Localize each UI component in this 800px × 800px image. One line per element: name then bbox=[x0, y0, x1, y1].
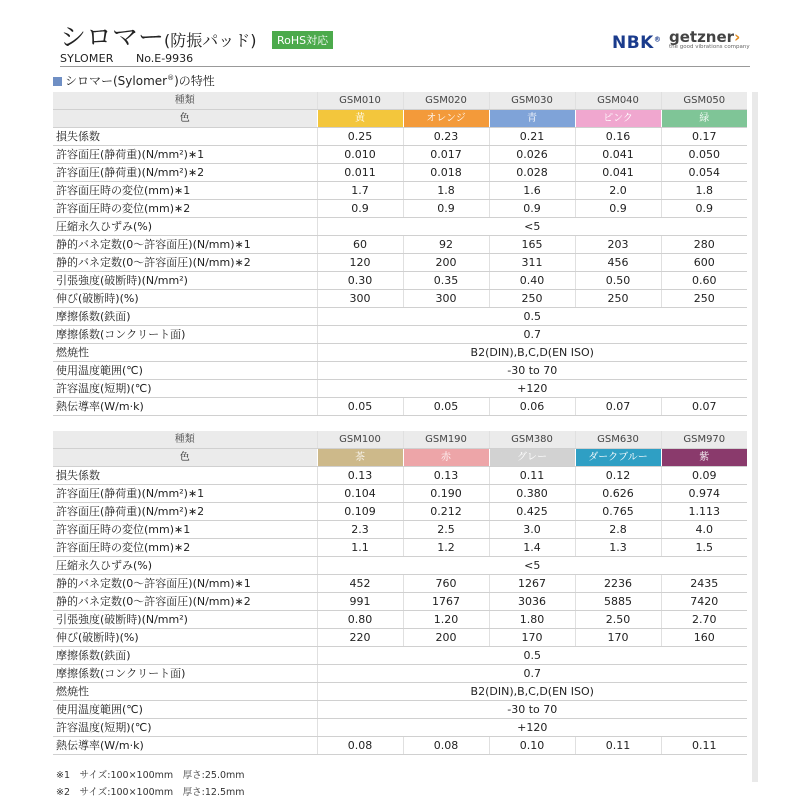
row-label-cell: 摩擦係数(コンクリート面) bbox=[53, 326, 317, 344]
color-swatch-cell: ダークブルー bbox=[575, 449, 661, 467]
row-label-cell: 圧縮永久ひずみ(%) bbox=[53, 218, 317, 236]
value-cell: 452 bbox=[317, 575, 403, 593]
header-divider bbox=[60, 66, 750, 67]
value-cell: 0.017 bbox=[403, 146, 489, 164]
table-row bbox=[53, 308, 747, 326]
value-cell: 1.5 bbox=[661, 539, 747, 557]
table-row bbox=[53, 218, 747, 236]
merged-value-cell: B2(DIN),B,C,D(EN ISO) bbox=[317, 344, 747, 362]
nbk-logo-text: NBK bbox=[612, 33, 654, 53]
table-row bbox=[53, 503, 747, 521]
value-cell: 0.13 bbox=[403, 467, 489, 485]
value-cell: 92 bbox=[403, 236, 489, 254]
table-row bbox=[53, 485, 747, 503]
table-row bbox=[53, 380, 747, 398]
value-cell: 0.06 bbox=[489, 398, 575, 416]
row-label-cell: 摩擦係数(鉄面) bbox=[53, 308, 317, 326]
value-cell: 0.765 bbox=[575, 503, 661, 521]
value-cell: 0.50 bbox=[575, 272, 661, 290]
value-cell: 1.80 bbox=[489, 611, 575, 629]
value-cell: 456 bbox=[575, 254, 661, 272]
value-cell: 2435 bbox=[661, 575, 747, 593]
row-label-cell: 燃焼性 bbox=[53, 344, 317, 362]
title-main: シロマー bbox=[60, 23, 165, 53]
value-cell: 0.011 bbox=[317, 164, 403, 182]
value-cell: 0.05 bbox=[317, 398, 403, 416]
table-row bbox=[53, 557, 747, 575]
merged-value-cell: -30 to 70 bbox=[317, 701, 747, 719]
value-cell: 300 bbox=[317, 290, 403, 308]
value-cell: 760 bbox=[403, 575, 489, 593]
row-label-cell: 許容面圧時の変位(mm)∗2 bbox=[53, 200, 317, 218]
row-label-cell: 静的バネ定数(0〜許容面圧)(N/mm)∗2 bbox=[53, 254, 317, 272]
value-cell: 1.6 bbox=[489, 182, 575, 200]
value-cell: 160 bbox=[661, 629, 747, 647]
value-cell: 0.17 bbox=[661, 128, 747, 146]
value-cell: 0.9 bbox=[317, 200, 403, 218]
header-label-cell: 種類 bbox=[53, 92, 317, 110]
value-cell: 0.026 bbox=[489, 146, 575, 164]
value-cell: 1.4 bbox=[489, 539, 575, 557]
value-cell: 1.8 bbox=[661, 182, 747, 200]
value-cell: 0.212 bbox=[403, 503, 489, 521]
value-cell: 0.050 bbox=[661, 146, 747, 164]
color-swatch-cell: 青 bbox=[489, 110, 575, 128]
table-row bbox=[53, 200, 747, 218]
color-swatch-cell: 赤 bbox=[403, 449, 489, 467]
getzner-logo: getzner› bbox=[669, 28, 741, 46]
value-cell: 0.08 bbox=[403, 737, 489, 755]
value-cell: 0.80 bbox=[317, 611, 403, 629]
value-cell: 170 bbox=[489, 629, 575, 647]
value-cell: 0.09 bbox=[661, 467, 747, 485]
row-label-cell: 伸び(破断時)(%) bbox=[53, 290, 317, 308]
value-cell: 0.9 bbox=[575, 200, 661, 218]
color-swatch-cell: 黄 bbox=[317, 110, 403, 128]
value-cell: 1.20 bbox=[403, 611, 489, 629]
merged-value-cell: +120 bbox=[317, 380, 747, 398]
rohs-badge: RoHS対応 bbox=[272, 31, 333, 49]
value-cell: 250 bbox=[489, 290, 575, 308]
table-row bbox=[53, 344, 747, 362]
value-cell: 280 bbox=[661, 236, 747, 254]
value-cell: 120 bbox=[317, 254, 403, 272]
table-row bbox=[53, 647, 747, 665]
value-cell: 0.08 bbox=[317, 737, 403, 755]
row-label-cell: 許容面圧時の変位(mm)∗1 bbox=[53, 182, 317, 200]
value-cell: 2.70 bbox=[661, 611, 747, 629]
color-swatch-cell: ピンク bbox=[575, 110, 661, 128]
value-cell: 1.113 bbox=[661, 503, 747, 521]
table-row bbox=[53, 701, 747, 719]
row-label-cell: 熱伝導率(W/m·k) bbox=[53, 398, 317, 416]
table-row bbox=[53, 254, 747, 272]
value-cell: 0.11 bbox=[575, 737, 661, 755]
table-row bbox=[53, 236, 747, 254]
value-cell: 4.0 bbox=[661, 521, 747, 539]
product-name-en: SYLOMER bbox=[60, 52, 114, 65]
getzner-logo-text: getzner bbox=[669, 28, 735, 46]
table-row bbox=[53, 182, 747, 200]
value-cell: 0.041 bbox=[575, 164, 661, 182]
value-cell: 2.0 bbox=[575, 182, 661, 200]
table-row bbox=[53, 164, 747, 182]
section-title-text: シロマー(Sylomer bbox=[65, 74, 168, 88]
value-cell: 250 bbox=[575, 290, 661, 308]
color-swatch-cell: グレー bbox=[489, 449, 575, 467]
table-row bbox=[53, 593, 747, 611]
registered-mark: ® bbox=[167, 74, 175, 82]
table-row bbox=[53, 665, 747, 683]
row-label-cell: 静的バネ定数(0〜許容面圧)(N/mm)∗2 bbox=[53, 593, 317, 611]
value-cell: 165 bbox=[489, 236, 575, 254]
row-label-cell: 許容面圧時の変位(mm)∗2 bbox=[53, 539, 317, 557]
value-cell: 2.8 bbox=[575, 521, 661, 539]
color-swatch-cell: オレンジ bbox=[403, 110, 489, 128]
merged-value-cell: 0.7 bbox=[317, 326, 747, 344]
value-cell: 311 bbox=[489, 254, 575, 272]
model-header-cell: GSM030 bbox=[489, 92, 575, 110]
row-label-cell: 静的バネ定数(0〜許容面圧)(N/mm)∗1 bbox=[53, 236, 317, 254]
row-label-cell: 許容面圧(静荷重)(N/mm²)∗2 bbox=[53, 503, 317, 521]
merged-value-cell: <5 bbox=[317, 218, 747, 236]
row-label-cell: 摩擦係数(コンクリート面) bbox=[53, 665, 317, 683]
value-cell: 0.35 bbox=[403, 272, 489, 290]
row-label-cell: 引張強度(破断時)(N/mm²) bbox=[53, 272, 317, 290]
value-cell: 0.21 bbox=[489, 128, 575, 146]
value-cell: 0.40 bbox=[489, 272, 575, 290]
value-cell: 0.018 bbox=[403, 164, 489, 182]
table-row bbox=[53, 398, 747, 416]
value-cell: 0.974 bbox=[661, 485, 747, 503]
table-color-row bbox=[53, 449, 747, 467]
value-cell: 0.9 bbox=[403, 200, 489, 218]
value-cell: 0.25 bbox=[317, 128, 403, 146]
row-label-cell: 熱伝導率(W/m·k) bbox=[53, 737, 317, 755]
row-label-cell: 摩擦係数(鉄面) bbox=[53, 647, 317, 665]
value-cell: 0.9 bbox=[661, 200, 747, 218]
model-header-cell: GSM190 bbox=[403, 431, 489, 449]
row-label-cell: 損失係数 bbox=[53, 128, 317, 146]
table-row bbox=[53, 629, 747, 647]
value-cell: 0.05 bbox=[403, 398, 489, 416]
table-header-row bbox=[53, 92, 747, 110]
row-label-cell: 許容面圧(静荷重)(N/mm²)∗2 bbox=[53, 164, 317, 182]
value-cell: 2.5 bbox=[403, 521, 489, 539]
value-cell: 0.425 bbox=[489, 503, 575, 521]
value-cell: 1.3 bbox=[575, 539, 661, 557]
value-cell: 0.10 bbox=[489, 737, 575, 755]
getzner-tagline: the good vibrations company bbox=[669, 44, 750, 50]
row-label-cell: 伸び(破断時)(%) bbox=[53, 629, 317, 647]
table-row bbox=[53, 737, 747, 755]
page-title bbox=[60, 17, 257, 54]
value-cell: 1.7 bbox=[317, 182, 403, 200]
row-label-cell: 燃焼性 bbox=[53, 683, 317, 701]
model-header-cell: GSM380 bbox=[489, 431, 575, 449]
value-cell: 1.2 bbox=[403, 539, 489, 557]
value-cell: 0.60 bbox=[661, 272, 747, 290]
table-row bbox=[53, 719, 747, 737]
value-cell: 0.07 bbox=[661, 398, 747, 416]
value-cell: 0.626 bbox=[575, 485, 661, 503]
value-cell: 203 bbox=[575, 236, 661, 254]
value-cell: 0.12 bbox=[575, 467, 661, 485]
spec-table-2 bbox=[53, 431, 747, 755]
merged-value-cell: 0.7 bbox=[317, 665, 747, 683]
nbk-logo: NBK® bbox=[612, 33, 662, 53]
merged-value-cell: B2(DIN),B,C,D(EN ISO) bbox=[317, 683, 747, 701]
value-cell: 1.8 bbox=[403, 182, 489, 200]
row-label-cell: 許容面圧(静荷重)(N/mm²)∗1 bbox=[53, 485, 317, 503]
color-swatch-cell: 紫 bbox=[661, 449, 747, 467]
color-swatch-cell: 緑 bbox=[661, 110, 747, 128]
value-cell: 0.23 bbox=[403, 128, 489, 146]
product-number: No.E-9936 bbox=[136, 52, 194, 65]
value-cell: 0.041 bbox=[575, 146, 661, 164]
table-row bbox=[53, 683, 747, 701]
value-cell: 3036 bbox=[489, 593, 575, 611]
value-cell: 0.30 bbox=[317, 272, 403, 290]
color-label-cell: 色 bbox=[53, 110, 317, 128]
value-cell: 0.109 bbox=[317, 503, 403, 521]
model-header-cell: GSM040 bbox=[575, 92, 661, 110]
value-cell: 0.104 bbox=[317, 485, 403, 503]
merged-value-cell: -30 to 70 bbox=[317, 362, 747, 380]
value-cell: 220 bbox=[317, 629, 403, 647]
model-header-cell: GSM630 bbox=[575, 431, 661, 449]
table-row bbox=[53, 146, 747, 164]
spec-table-1 bbox=[53, 92, 747, 416]
row-label-cell: 許容温度(短期)(℃) bbox=[53, 380, 317, 398]
row-label-cell: 許容面圧(静荷重)(N/mm²)∗1 bbox=[53, 146, 317, 164]
model-header-cell: GSM970 bbox=[661, 431, 747, 449]
section-title bbox=[53, 72, 215, 89]
row-label-cell: 使用温度範囲(℃) bbox=[53, 701, 317, 719]
merged-value-cell: <5 bbox=[317, 557, 747, 575]
color-swatch-cell: 茶 bbox=[317, 449, 403, 467]
table-row bbox=[53, 521, 747, 539]
value-cell: 0.190 bbox=[403, 485, 489, 503]
value-cell: 991 bbox=[317, 593, 403, 611]
table-color-row bbox=[53, 110, 747, 128]
table-row bbox=[53, 362, 747, 380]
table-row bbox=[53, 128, 747, 146]
side-bar bbox=[752, 92, 758, 782]
value-cell: 170 bbox=[575, 629, 661, 647]
row-label-cell: 許容面圧時の変位(mm)∗1 bbox=[53, 521, 317, 539]
value-cell: 60 bbox=[317, 236, 403, 254]
merged-value-cell: +120 bbox=[317, 719, 747, 737]
value-cell: 1767 bbox=[403, 593, 489, 611]
value-cell: 0.07 bbox=[575, 398, 661, 416]
value-cell: 0.11 bbox=[489, 467, 575, 485]
value-cell: 0.380 bbox=[489, 485, 575, 503]
table-row bbox=[53, 290, 747, 308]
row-label-cell: 引張強度(破断時)(N/mm²) bbox=[53, 611, 317, 629]
value-cell: 7420 bbox=[661, 593, 747, 611]
section-title-suffix: )の特性 bbox=[174, 74, 215, 88]
value-cell: 0.11 bbox=[661, 737, 747, 755]
row-label-cell: 許容温度(短期)(℃) bbox=[53, 719, 317, 737]
value-cell: 5885 bbox=[575, 593, 661, 611]
value-cell: 2.3 bbox=[317, 521, 403, 539]
table-row bbox=[53, 575, 747, 593]
model-header-cell: GSM100 bbox=[317, 431, 403, 449]
table-row bbox=[53, 467, 747, 485]
value-cell: 0.054 bbox=[661, 164, 747, 182]
value-cell: 200 bbox=[403, 254, 489, 272]
header-label-cell: 種類 bbox=[53, 431, 317, 449]
table-row bbox=[53, 272, 747, 290]
model-header-cell: GSM010 bbox=[317, 92, 403, 110]
value-cell: 2236 bbox=[575, 575, 661, 593]
table-row bbox=[53, 326, 747, 344]
title-sub: (防振パッド) bbox=[164, 31, 257, 50]
table-header-row bbox=[53, 431, 747, 449]
table-row bbox=[53, 539, 747, 557]
value-cell: 1.1 bbox=[317, 539, 403, 557]
value-cell: 3.0 bbox=[489, 521, 575, 539]
section-marker-icon bbox=[53, 77, 62, 86]
table-row bbox=[53, 611, 747, 629]
value-cell: 0.010 bbox=[317, 146, 403, 164]
row-label-cell: 圧縮永久ひずみ(%) bbox=[53, 557, 317, 575]
value-cell: 0.13 bbox=[317, 467, 403, 485]
value-cell: 0.9 bbox=[489, 200, 575, 218]
value-cell: 2.50 bbox=[575, 611, 661, 629]
value-cell: 200 bbox=[403, 629, 489, 647]
color-label-cell: 色 bbox=[53, 449, 317, 467]
footnote-2: ※2 サイズ:100×100mm 厚さ:12.5mm bbox=[56, 787, 245, 798]
row-label-cell: 損失係数 bbox=[53, 467, 317, 485]
row-label-cell: 静的バネ定数(0〜許容面圧)(N/mm)∗1 bbox=[53, 575, 317, 593]
value-cell: 0.16 bbox=[575, 128, 661, 146]
model-header-cell: GSM020 bbox=[403, 92, 489, 110]
merged-value-cell: 0.5 bbox=[317, 647, 747, 665]
value-cell: 250 bbox=[661, 290, 747, 308]
value-cell: 300 bbox=[403, 290, 489, 308]
model-header-cell: GSM050 bbox=[661, 92, 747, 110]
footnote-1: ※1 サイズ:100×100mm 厚さ:25.0mm bbox=[56, 770, 245, 781]
row-label-cell: 使用温度範囲(℃) bbox=[53, 362, 317, 380]
merged-value-cell: 0.5 bbox=[317, 308, 747, 326]
value-cell: 0.028 bbox=[489, 164, 575, 182]
value-cell: 600 bbox=[661, 254, 747, 272]
value-cell: 1267 bbox=[489, 575, 575, 593]
